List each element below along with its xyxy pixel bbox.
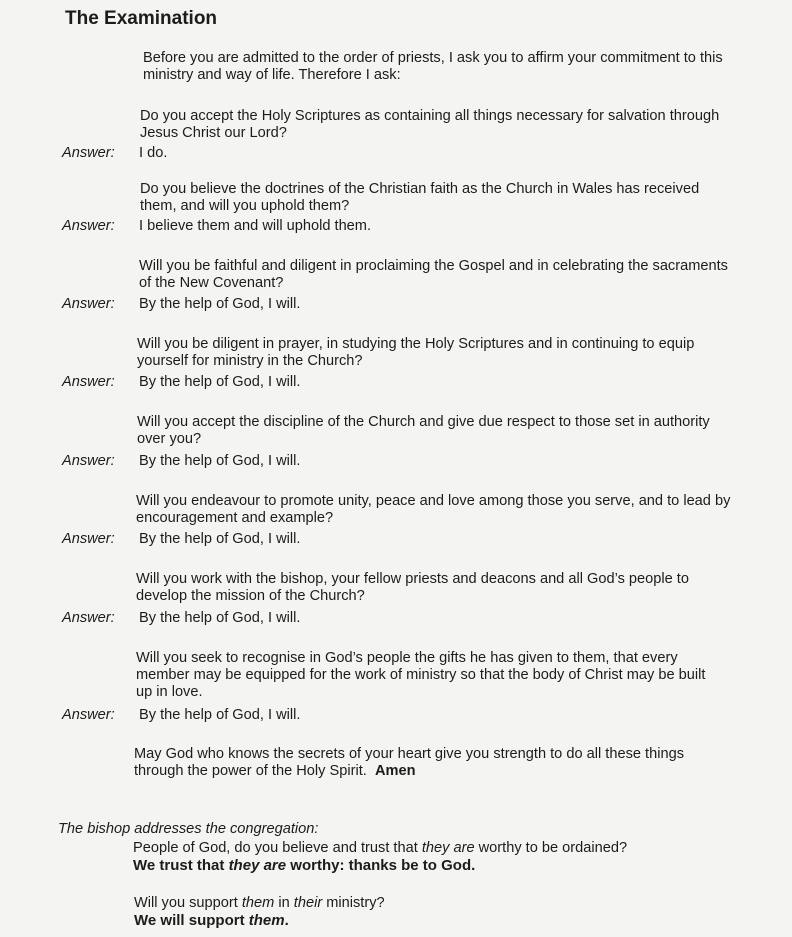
answer-3: By the help of God, I will.: [139, 296, 301, 312]
answer-4: By the help of God, I will.: [139, 374, 301, 390]
answer-label-7: Answer:: [62, 610, 115, 626]
emphasis: them: [241, 895, 275, 911]
text-run: .: [284, 912, 289, 929]
emphasis: they: [228, 857, 260, 874]
question-line: of the New Covenant?: [139, 275, 284, 291]
question-line: Do you accept the Holy Scriptures as containing all things necessary for salvation through: [140, 108, 720, 124]
blessing-paragraph: [134, 746, 742, 780]
rubric: The bishop addresses the congregation:: [58, 821, 319, 837]
text-run: We trust that: [133, 857, 229, 874]
question-line: Will you work with the bishop, your fellow priests and deacons and all God’s people to: [136, 571, 689, 587]
text-run: Will you support: [134, 895, 242, 911]
answer-8: By the help of God, I will.: [139, 707, 301, 723]
answer-1: I do.: [139, 145, 168, 161]
intro-line: Before you are admitted to the order of priests, I ask you to affirm your commitment to this: [143, 50, 723, 66]
emphasis: them: [248, 912, 285, 929]
question-8: [136, 650, 744, 701]
question-line: Will you accept the discipline of the Church and give due respect to those set in authority: [137, 414, 710, 430]
emphasis: are: [263, 857, 287, 874]
blessing-line: [134, 763, 742, 780]
intro-paragraph: [143, 50, 751, 84]
question-line: Will you seek to recognise in God’s people the gifts he has given to them, that every: [136, 650, 678, 666]
answer-label-1: Answer:: [62, 145, 115, 161]
question-2: [140, 181, 748, 215]
question-4: [137, 336, 745, 370]
question-3: [139, 258, 747, 292]
question-line: Will you be diligent in prayer, in studying the Holy Scriptures and in continuing to equip: [137, 336, 695, 352]
question-line: up in love.: [136, 684, 203, 700]
answer-label-8: Answer:: [62, 707, 115, 723]
question-line: Do you believe the doctrines of the Christian faith as the Church in Wales has received: [140, 181, 700, 197]
question-5: [137, 414, 745, 448]
text-run: People of God, do you believe and trust that: [133, 840, 422, 856]
amen-response: Amen: [374, 763, 416, 779]
emphasis: they: [421, 840, 450, 856]
congregation-question-2: [134, 895, 385, 912]
question-line: over you?: [137, 431, 202, 447]
question-line: encouragement and example?: [136, 510, 334, 526]
text-run: ministry?: [322, 895, 385, 911]
answer-6: By the help of God, I will.: [139, 531, 301, 547]
congregation-response-1: [133, 857, 475, 874]
question-line: them, and will you uphold them?: [140, 198, 350, 214]
congregation-question-1: [133, 840, 627, 857]
emphasis: are: [453, 840, 475, 856]
question-line: Will you be faithful and diligent in proclaiming the Gospel and in celebrating the sacraments: [139, 258, 728, 274]
question-1: [140, 108, 748, 142]
blessing-line: May God who knows the secrets of your heart give you strength to do all these things: [134, 746, 684, 762]
intro-line: ministry and way of life. Therefore I ask:: [143, 67, 401, 83]
answer-7: By the help of God, I will.: [139, 610, 301, 626]
question-line: develop the mission of the Church?: [136, 588, 365, 604]
question-line: yourself for ministry in the Church?: [137, 353, 363, 369]
text-run: worthy: thanks be to God.: [286, 857, 476, 874]
answer-2: I believe them and will uphold them.: [139, 218, 372, 234]
answer-label-4: Answer:: [62, 374, 115, 390]
answer-label-5: Answer:: [62, 453, 115, 469]
question-7: [136, 571, 744, 605]
question-line: Will you endeavour to promote unity, peace and love among those you serve, and to lead by: [136, 493, 731, 509]
answer-label-6: Answer:: [62, 531, 115, 547]
congregation-response-2: [134, 912, 289, 929]
question-6: [136, 493, 744, 527]
blessing-text: through the power of the Holy Spirit.: [134, 763, 367, 779]
text-run: We will support: [134, 912, 249, 929]
answer-5: By the help of God, I will.: [139, 453, 301, 469]
question-line: member may be equipped for the work of ministry so that the body of Christ may be built: [136, 667, 706, 683]
answer-label-2: Answer:: [62, 218, 115, 234]
emphasis: their: [293, 895, 323, 911]
page-title: The Examination: [65, 8, 218, 29]
answer-label-3: Answer:: [62, 296, 115, 312]
text-run: worthy to be ordained?: [474, 840, 628, 856]
text-run: in: [274, 895, 294, 911]
question-line: Jesus Christ our Lord?: [140, 125, 287, 141]
